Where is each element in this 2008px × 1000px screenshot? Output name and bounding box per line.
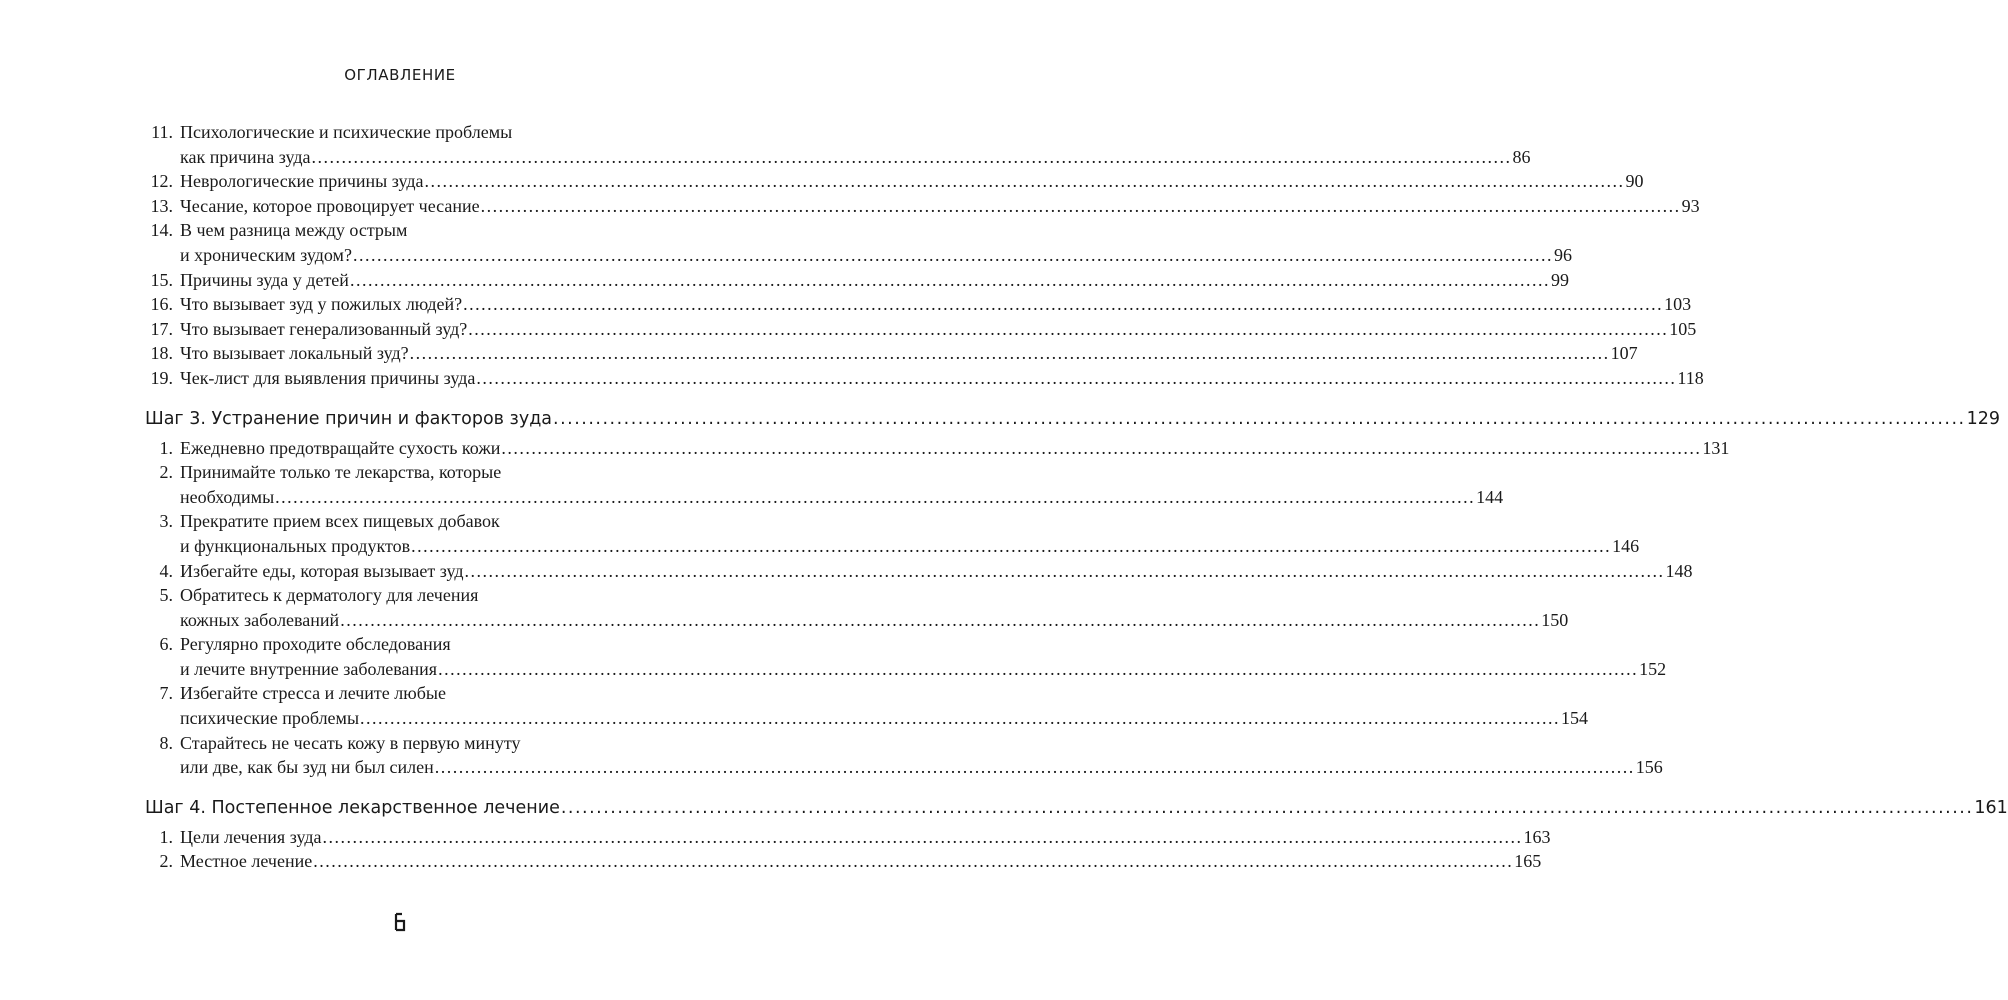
toc-item-line: [180, 825, 1551, 850]
toc-item[interactable]: [145, 632, 1667, 681]
toc-item-body: [180, 341, 1638, 366]
toc-item-line: [180, 460, 713, 485]
toc-page-number: 107: [1610, 343, 1638, 364]
toc-page-number: 129: [1966, 408, 2000, 429]
toc-item-line: [180, 243, 1572, 268]
toc-item-text: или две, как бы зуд ни был силен: [180, 757, 434, 778]
dot-leader: ........................................................................................................................................................................................................: [501, 437, 1702, 458]
toc-item-line: [180, 608, 1569, 633]
toc-item-body: [180, 120, 1531, 169]
toc-page-number: 165: [1514, 851, 1542, 872]
toc-item-text: Что вызывает зуд у пожилых людей?: [180, 294, 463, 315]
dot-leader: ........................................................................................................................................................................................................: [480, 195, 1681, 216]
toc-item-number: 6.: [159, 634, 173, 655]
toc-item-body: [180, 194, 1700, 219]
toc-item-body: [180, 292, 1692, 317]
toc-item-line: [180, 218, 713, 243]
toc-page-number: 150: [1541, 609, 1569, 630]
toc-page-number: 90: [1625, 171, 1644, 192]
dot-leader: ........................................................................................................................................................................................................: [340, 609, 1541, 630]
toc-item-text: Принимайте только те лекарства, которые: [180, 462, 502, 483]
toc-item-line: [180, 120, 713, 145]
toc-item-body: [180, 317, 1697, 342]
toc-item-text: Чесание, которое провоцирует чесание: [180, 195, 480, 216]
toc-item-body: [180, 583, 1569, 632]
dot-leader: ........................................................................................................................................................................................................: [360, 708, 1561, 729]
dot-leader: ........................................................................................................................................................................................................: [553, 408, 1966, 429]
toc-section[interactable]: [145, 405, 2000, 433]
toc-item-text: как причина зуда: [180, 146, 311, 167]
toc-item[interactable]: [145, 460, 1504, 509]
toc-page-number: 146: [1612, 535, 1640, 556]
toc-item-number: 2.: [159, 462, 173, 483]
toc-item-line: [180, 731, 713, 756]
toc-section-line: [145, 405, 2000, 433]
toc-page-number: 86: [1512, 146, 1531, 167]
toc-item-number: 18.: [150, 343, 173, 364]
toc-section-title: Шаг 3. Устранение причин и факторов зуда: [145, 408, 553, 429]
toc-item-text: Местное лечение: [180, 851, 313, 872]
toc-page-number: 152: [1639, 658, 1667, 679]
page-number-glyph: [385, 908, 415, 938]
toc-item-text: В чем разница между острым: [180, 220, 408, 241]
toc-page-number: 161: [1974, 797, 2008, 818]
toc-item-line: [180, 317, 1697, 342]
toc-item-body: [180, 681, 1589, 730]
toc-item-body: [180, 436, 1730, 461]
toc-item-body: [180, 366, 1704, 391]
toc-item-line: [180, 632, 713, 657]
toc-item-text: психические проблемы: [180, 708, 360, 729]
toc-item-text: и хроническим зудом?: [180, 244, 352, 265]
toc-item-number: 1.: [159, 826, 173, 847]
dot-leader: ........................................................................................................................................................................................................: [464, 560, 1665, 581]
toc-item-line: [180, 341, 1638, 366]
toc-item-number: 1.: [159, 437, 173, 458]
toc-item-body: [180, 849, 1542, 874]
toc-page-number: 103: [1664, 294, 1692, 315]
toc-page-number: 163: [1523, 826, 1551, 847]
toc-item-line: [180, 194, 1700, 219]
toc-item-number: 11.: [151, 122, 173, 142]
toc-item-line: [180, 268, 1569, 293]
toc-page-number: 156: [1635, 757, 1663, 778]
dot-leader: ........................................................................................................................................................................................................: [322, 826, 1523, 847]
toc-item[interactable]: [145, 341, 1638, 366]
toc-item-line: [180, 755, 1663, 780]
dot-leader: ........................................................................................................................................................................................................: [424, 171, 1625, 192]
dot-leader: ........................................................................................................................................................................................................: [313, 851, 1514, 872]
toc-item-number: 3.: [159, 511, 173, 532]
toc-item[interactable]: [145, 218, 1572, 267]
toc-item-line: [180, 534, 1640, 559]
toc-item-body: [180, 731, 1663, 780]
toc-item-text: Регулярно проходите обследования: [180, 634, 451, 655]
toc-item-text: Что вызывает генерализованный зуд?: [180, 318, 468, 339]
toc-item-body: [180, 169, 1644, 194]
toc-item-line: [180, 485, 1504, 510]
toc-item-body: [180, 460, 1504, 509]
dot-leader: ........................................................................................................................................................................................................: [468, 318, 1669, 339]
dot-leader: ........................................................................................................................................................................................................: [275, 486, 1476, 507]
toc-item-line: [180, 436, 1730, 461]
toc-item-number: 14.: [150, 220, 173, 241]
toc-item-body: [180, 218, 1572, 267]
toc-item-text: Неврологические причины зуда: [180, 171, 424, 192]
toc-section-title: Шаг 4. Постепенное лекарственное лечение: [145, 797, 560, 818]
toc-item[interactable]: [145, 849, 1542, 874]
toc-item-line: [180, 583, 713, 608]
dot-leader: ........................................................................................................................................................................................................: [311, 146, 1512, 167]
dot-leader: ........................................................................................................................................................................................................: [411, 535, 1612, 556]
toc-item[interactable]: [145, 583, 1569, 632]
dot-leader: ........................................................................................................................................................................................................: [438, 658, 1639, 679]
toc-page-number: 144: [1476, 486, 1504, 507]
toc-page-number: 105: [1669, 318, 1697, 339]
toc-item-body: [180, 559, 1693, 584]
toc-page-number: 154: [1561, 708, 1589, 729]
toc-item-text: Прекратите прием всех пищевых добавок: [180, 511, 500, 532]
toc-item[interactable]: [145, 292, 1692, 317]
toc-item[interactable]: [145, 366, 1704, 391]
toc-item-line: [180, 681, 713, 706]
toc-page-number: 96: [1553, 244, 1572, 265]
toc-item-line: [180, 657, 1667, 682]
toc-item[interactable]: [145, 559, 1693, 584]
toc-item-text: необходимы: [180, 486, 275, 507]
toc-item-text: и функциональных продуктов: [180, 535, 411, 556]
table-of-contents: [145, 120, 2008, 874]
toc-item-number: 13.: [150, 195, 173, 216]
toc-page-number: 148: [1665, 560, 1693, 581]
toc-item-number: 4.: [159, 560, 173, 581]
toc-item-text: Чек-лист для выявления причины зуда: [180, 367, 476, 388]
toc-item-text: Цели лечения зуда: [180, 826, 322, 847]
dot-leader: ........................................................................................................................................................................................................: [349, 269, 1550, 290]
toc-item-number: 12.: [150, 171, 173, 192]
toc-item-line: [180, 706, 1589, 731]
toc-page-number: 93: [1681, 195, 1700, 216]
toc-item[interactable]: [145, 681, 1589, 730]
toc-item-text: Что вызывает локальный зуд?: [180, 343, 409, 364]
dot-leader: ........................................................................................................................................................................................................: [352, 244, 1553, 265]
toc-item-body: [180, 632, 1667, 681]
toc-item-text: Избегайте стресса и лечите любые: [180, 683, 446, 704]
toc-item[interactable]: [145, 268, 1569, 293]
toc-item[interactable]: [145, 825, 1551, 850]
toc-item[interactable]: [145, 731, 1663, 780]
toc-item-text: Ежедневно предотвращайте сухость кожи: [180, 437, 501, 458]
toc-page-number: 99: [1550, 269, 1569, 290]
toc-item-number: 7.: [159, 683, 173, 704]
dot-leader: ........................................................................................................................................................................................................: [463, 294, 1664, 315]
toc-item-text: кожных заболеваний: [180, 609, 340, 630]
toc-item-text: Старайтесь не чесать кожу в первую минуту: [180, 732, 521, 753]
toc-item-line: [180, 849, 1542, 874]
toc-item-number: 15.: [150, 269, 173, 290]
toc-item-number: 8.: [159, 732, 173, 753]
toc-item-line: [180, 509, 713, 534]
toc-section-line: [145, 794, 2008, 822]
toc-item-line: [180, 559, 1693, 584]
toc-item[interactable]: [145, 169, 1644, 194]
page-number: [385, 908, 415, 938]
dot-leader: ........................................................................................................................................................................................................: [560, 797, 1974, 818]
toc-item-text: Психологические и психические проблемы: [180, 122, 513, 142]
toc-item-number: 17.: [150, 318, 173, 339]
toc-item-line: [180, 145, 1531, 170]
toc-item-body: [180, 268, 1569, 293]
page-title: ОГЛАВЛЕНИЕ: [344, 66, 456, 84]
toc-item-number: 5.: [159, 585, 173, 606]
toc-section[interactable]: [145, 794, 2008, 822]
toc-item-text: Избегайте еды, которая вызывает зуд: [180, 560, 464, 581]
toc-item-text: Причины зуда у детей: [180, 269, 349, 290]
toc-item-line: [180, 366, 1704, 391]
toc-page-number: 118: [1677, 367, 1704, 388]
dot-leader: ........................................................................................................................................................................................................: [476, 367, 1677, 388]
toc-page-number: 131: [1702, 437, 1730, 458]
dot-leader: ........................................................................................................................................................................................................: [409, 343, 1610, 364]
toc-item-body: [180, 825, 1551, 850]
dot-leader: ........................................................................................................................................................................................................: [434, 757, 1635, 778]
toc-item[interactable]: [145, 120, 1531, 169]
toc-item-number: 19.: [150, 367, 173, 388]
toc-item-text: Обратитесь к дерматологу для лечения: [180, 585, 479, 606]
toc-item-body: [180, 509, 1640, 558]
toc-item-line: [180, 292, 1692, 317]
toc-item[interactable]: [145, 436, 1730, 461]
toc-item[interactable]: [145, 317, 1697, 342]
toc-item-number: 2.: [159, 851, 173, 872]
toc-item-line: [180, 169, 1644, 194]
toc-item-number: 16.: [150, 294, 173, 315]
toc-item-text: и лечите внутренние заболевания: [180, 658, 438, 679]
toc-item[interactable]: [145, 194, 1700, 219]
toc-item[interactable]: [145, 509, 1640, 558]
